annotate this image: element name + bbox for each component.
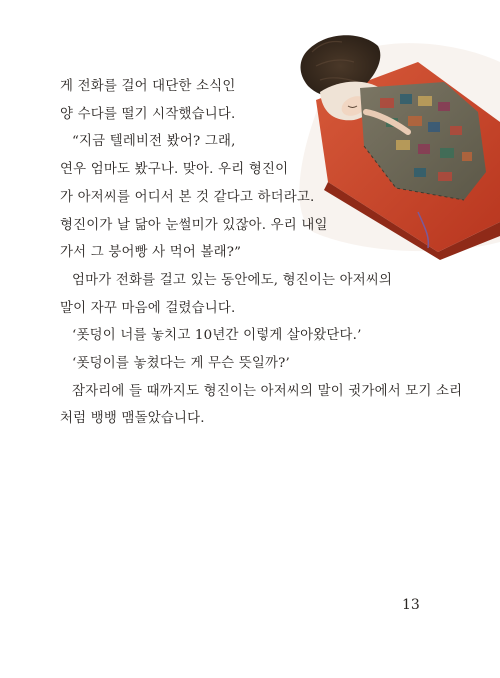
story-line: ‘폿덩이 너를 놓치고 10년간 이렇게 살아왔단다.’ [72, 328, 362, 343]
story-line: ‘폿덩이를 놓쳤다는 게 무슨 뜻일까?’ [72, 356, 291, 371]
story-line: 연우 엄마도 봤구나. 맞아. 우리 형진이 [60, 162, 289, 177]
story-line: 형진이가 날 닮아 눈썰미가 있잖아. 우리 내일 [60, 218, 328, 233]
page-number: 13 [402, 597, 420, 613]
story-line: 처럼 뱅뱅 맴돌았습니다. [60, 411, 205, 426]
story-line: 가서 그 붕어빵 사 먹어 볼래?” [60, 245, 242, 260]
story-line: 엄마가 전화를 걸고 있는 동안에도, 형진이는 아저씨의 [72, 273, 393, 288]
story-line: 가 아저씨를 어디서 본 것 같다고 하더라고. [60, 190, 315, 205]
story-line: 잠자리에 들 때까지도 형진이는 아저씨의 말이 귓가에서 모기 소리 [72, 384, 463, 399]
story-line: 양 수다를 떨기 시작했습니다. [60, 107, 236, 122]
story-line: 게 전화를 걸어 대단한 소식인 [60, 79, 236, 94]
story-line: “지금 텔레비전 봤어? 그래, [72, 134, 236, 149]
story-line: 말이 자꾸 마음에 걸렸습니다. [60, 301, 236, 316]
